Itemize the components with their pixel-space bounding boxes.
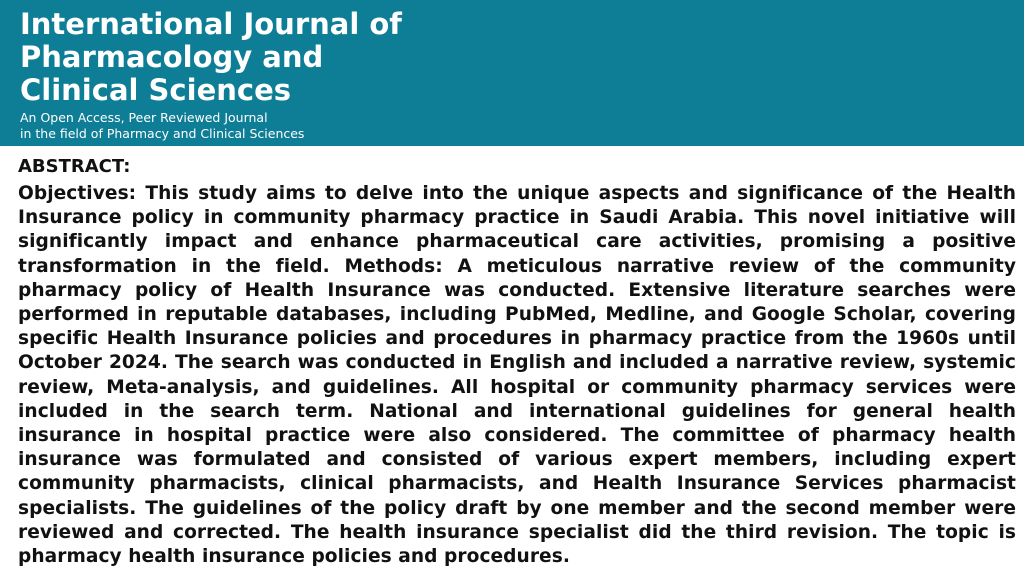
methods-label: Methods: (344, 255, 443, 277)
abstract-body (18, 182, 1016, 569)
objectives-text: This study aims to delve into the unique aspects and significance of the Health Insurance policy in community pharmacy practice in Saudi Arabia. This novel initiative will significantly impact and enhance pharmaceutical care activities, promising a positive transformation in the field. (18, 183, 1016, 277)
journal-subtitle (20, 110, 1024, 142)
journal-subtitle-line: An Open Access, Peer Reviewed Journal (20, 110, 268, 125)
journal-banner (0, 0, 1024, 146)
abstract-heading: ABSTRACT: (18, 156, 131, 177)
objectives-label: Objectives: (18, 183, 137, 204)
journal-subtitle-line: in the field of Pharmacy and Clinical Sciences (20, 126, 305, 141)
journal-title-line: Pharmacology and (20, 40, 324, 74)
journal-title (20, 8, 1024, 107)
methods-text: A meticulous narrative review of the community pharmacy policy of Health Insurance was conducted. Extensive literature searches were performed in reputable databases, including PubMed, Medline, and Google Scholar, covering specific Health Insurance policies and procedures in pharmacy practice from the 1960s until October 2024. The search was conducted in English and included a narrative review, systemic review, Meta-analysis, and guidelines. All hospital or community pharmacy services were included in the search term. National and international guidelines for general health insurance in hospital practice were also considered. The committee of pharmacy health insurance was formulated and consisted of various expert members, including expert community pharmacists, clinical pharmacists, and Health Insurance Services pharmacist specialists. The guidelines of the policy draft by one member and the second member were reviewed and corrected. The health insurance specialist did the third revision. The topic is pharmacy health insurance policies and procedures. (18, 255, 1016, 568)
abstract-section (18, 154, 1016, 569)
journal-title-line: Clinical Sciences (20, 73, 291, 107)
journal-title-line: International Journal of (20, 7, 402, 41)
